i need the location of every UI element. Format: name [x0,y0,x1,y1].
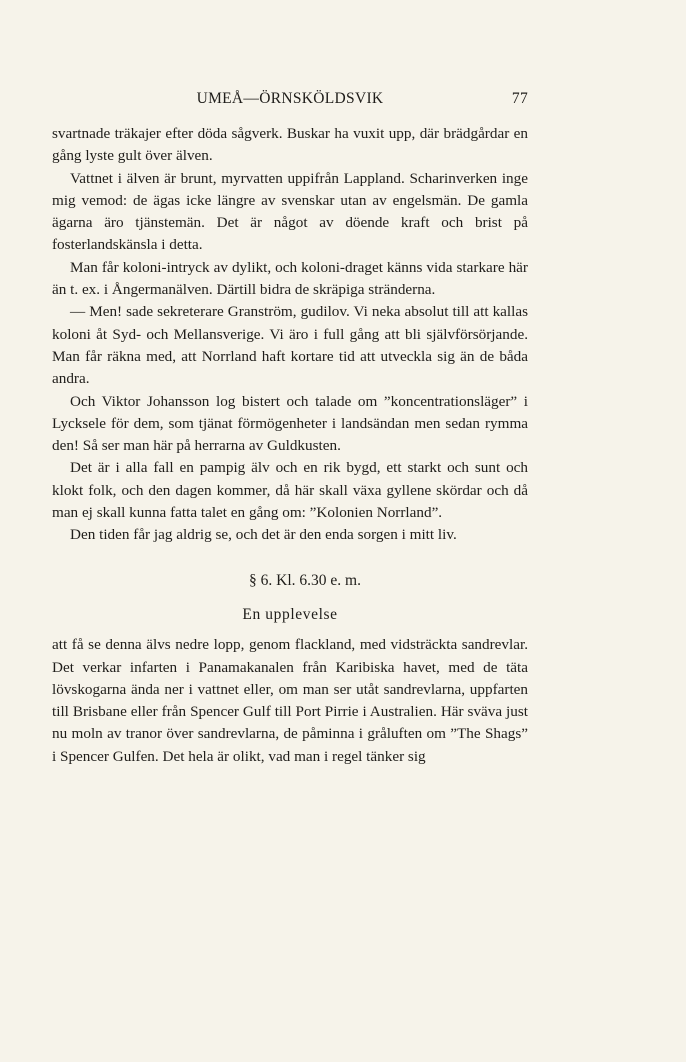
paragraph: Man får koloni-intryck av dylikt, och koloni-draget känns vida starkare här än t. ex. i Ångermanälven. Därtill bidra de skräpiga stränderna. [52,258,528,299]
section-heading: En upplevelse [242,605,338,623]
running-header [52,90,528,112]
paragraph: svartnade träkajer efter döda sågverk. Buskar ha vuxit upp, där brädgårdar en gång lyste gult över älven. [52,125,528,165]
section-mark: § 6. Kl. 6.30 e. m. [249,571,361,589]
page-number: 77 [511,90,528,107]
paragraph: Vattnet i älven är brunt, myrvatten uppifrån Lappland. Scharinverken inge mig vemod: de ägas icke längre av svenskar utan av engelsmän. De gamla ägarna äro tjänstemän. Det är något av döende kraft och brist på fosterlandskänsla i detta. [52,169,528,254]
paragraph: Och Viktor Johansson log bistert och talade om ”koncentrationsläger” i Lycksele för dem, som tjänat förmögenheter i landsändan men sedan rymma den! Så ser man här på herrarna av Guldkusten. [52,392,528,455]
closing-paragraph: att få se denna älvs nedre lopp, genom flackland, med vidsträckta sandrevlar. Det verkar infarten i Panamakanalen från Karibiska havet, med de täta lövskogarna ända ner i vattnet eller, om man ser utåt sandrevlarna, uppfarten till Brisbane eller från Spencer Gulf till Port Pirrie i Australien. Här sväva just nu moln av tranor över sandrevlarna, de påminna i gråluften om ”The Shags” i Spencer Gulfen. Det hela är olikt, vad man i regel tänker sig [52,636,528,765]
page-body [52,123,528,768]
paragraph: Det är i alla fall en pampig älv och en rik bygd, ett starkt och sunt och klokt folk, och den dagen kommer, då här skall växa gyllene skördar och då man ej skall kunna fatta talet en gång om: ”Kolonien Norrland”. [52,459,528,522]
paragraph: — Men! sade sekreterare Granström, gudilov. Vi neka absolut till att kallas koloni åt Syd- och Mellansverige. Vi äro i full gång att bli självförsörjande. Man får räkna med, att Norrland haft kortare tid att utveckla sig än de båda andra. [52,303,528,388]
running-title: UMEÅ—ÖRNSKÖLDSVIK [196,90,384,107]
paragraph: Den tiden får jag aldrig se, och det är den enda sorgen i mitt liv. [70,526,457,544]
